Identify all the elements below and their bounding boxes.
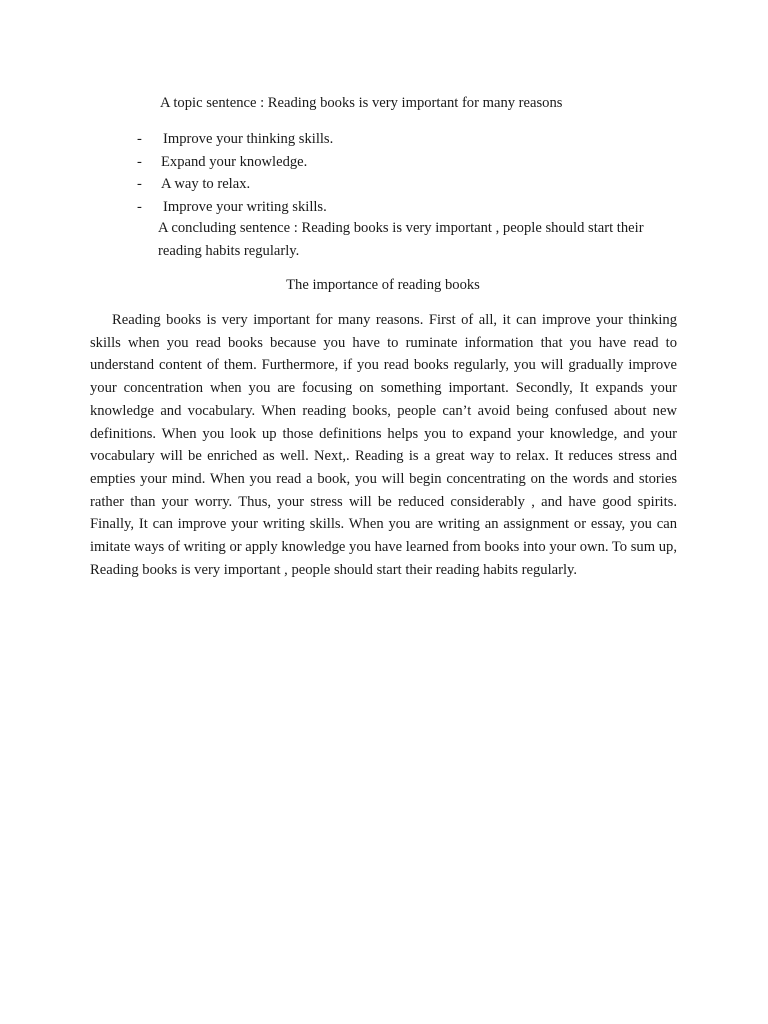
outline-list (137, 129, 697, 219)
outline-item-knowledge (137, 152, 697, 175)
outline-dash: - (137, 131, 142, 147)
essay-title-container (0, 275, 768, 295)
outline-item-text: Expand your knowledge. (161, 153, 308, 170)
outline-item-text: A way to relax. (161, 176, 251, 192)
outline-dash: - (137, 176, 142, 192)
outline-item-text: Improve your thinking skills. (163, 131, 334, 147)
essay-title: The importance of reading books (286, 277, 480, 293)
outline-dash: - (137, 153, 142, 170)
topic-sentence: A topic sentence : Reading books is very important for many reasons (160, 95, 563, 111)
outline-item-relax (137, 174, 697, 197)
outline-item-writing (137, 197, 697, 220)
outline-item-text: Improve your writing skills. (163, 198, 327, 215)
outline-dash: - (137, 198, 142, 215)
concluding-sentence: A concluding sentence : Reading books is very important , people should start their reading habits regularly. (158, 220, 644, 259)
outline-item-thinking (137, 129, 697, 152)
essay-paragraph: Reading books is very important for many reasons. First of all, it can improve your thinking skills when you read books because you have to ruminate information that you have read to understand content of them. Furthermore, if you read books regularly, you will gradually improve your concentration when you are focusing on something important. Secondly, It expands your knowledge and vocabulary. When reading books, people can’t avoid being confused about new definitions. When you look up those definitions helps you to expand your knowledge, and your vocabulary will be enriched as well. Next,. Reading is a great way to relax. It reduces stress and empties your mind. When you read a book, you will begin concentrating on the words and stories rather than your worry. Thus, your stress will be reduced considerably , and have good spirits. Finally, It can improve your writing skills. When you are writing an assignment or essay, you can imitate ways of writing or apply knowledge you have learned from books into your own. To sum up, Reading books is very important , people should start their reading habits regularly. (90, 312, 677, 578)
